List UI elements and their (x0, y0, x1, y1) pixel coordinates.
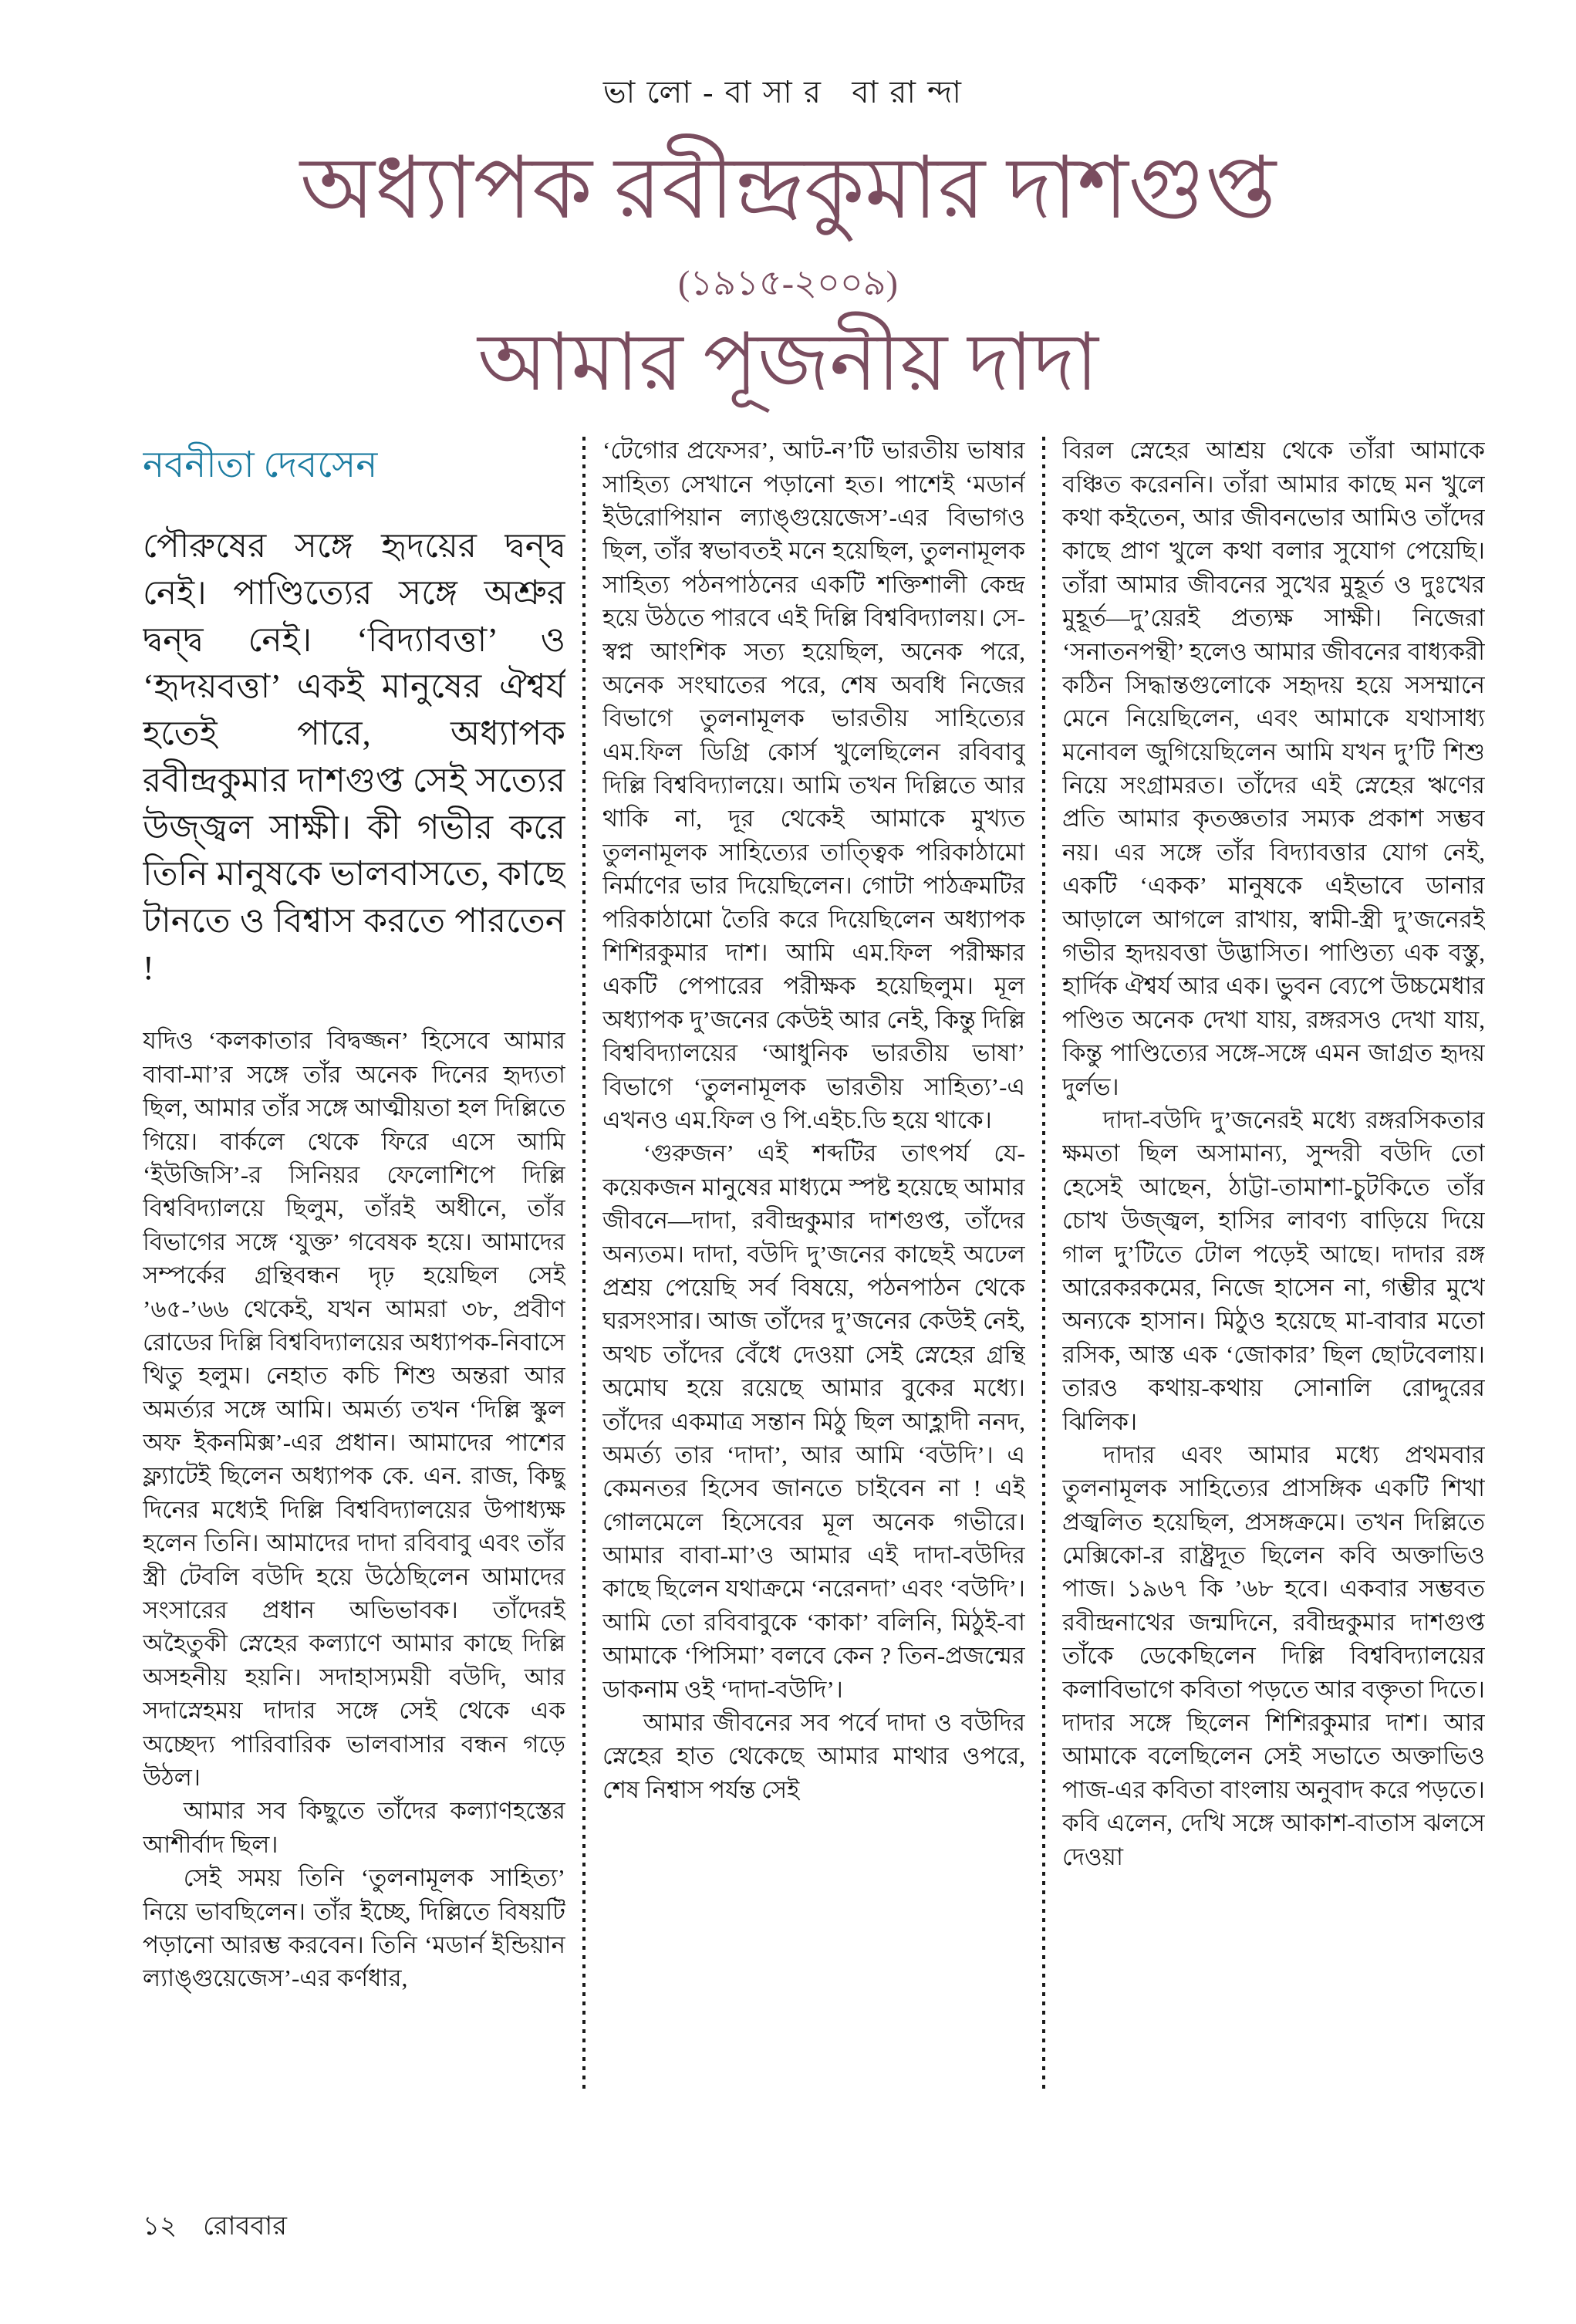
column-1 (143, 434, 565, 2096)
column-3-text (1062, 434, 1485, 1873)
paragraph: যদিও ‘কলকাতার বিদ্বজ্জন’ হিসেবে আমার বাবা-মা’র সঙ্গে তাঁর অনেক দিনের হৃদ্যতা ছিল, আমার তাঁর সঙ্গে আত্মীয়তা হল দিল্লিতে গিয়ে। বার্কলে থেকে ফিরে এসে আমি ‘ইউজিসি’-র সিনিয়র ফেলোশিপে দিল্লি বিশ্ববিদ্যালয়ে ছিলুম, তাঁরই অধীনে, তাঁর বিভাগের সঙ্গে ‘যুক্ত’ গবেষক হয়ে। আমাদের সম্পর্কের গ্রন্থিবন্ধন দৃঢ় হয়েছিল সেই ’৬৫-’৬৬ থেকেই, যখন আমরা ৩৮, প্রবীণ রোডের দিল্লি বিশ্ববিদ্যালয়ের অধ্যাপক-নিবাসে থিতু হলুম। নেহাত কচি শিশু অন্তরা আর অমর্ত্যর সঙ্গে আমি। অমর্ত্য তখন ‘দিল্লি স্কুল অফ ইকনমিক্স’-এর প্রধান। আমাদের পাশের ফ্ল্যাটেই ছিলেন অধ্যাপক কে. এন. রাজ, কিছু দিনের মধ্যেই দিল্লি বিশ্ববিদ্যালয়ের উপাধ্যক্ষ হলেন তিনি। আমাদের দাদা রবিবাবু এবং তাঁর স্ত্রী টেবলি বউদি হয়ে উঠেছিলেন আমাদের সংসারের প্রধান অভিভাবক। তাঁদেরই অহৈতুকী স্নেহের কল্যাণে আমার কাছে দিল্লি অসহনীয় হয়নি। সদাহাস্যময়ী বউদি, আর সদাস্নেহময় দাদার সঙ্গে সেই থেকে এক অচ্ছেদ্য পারিবারিক ভালবাসার বন্ধন গড়ে উঠল। (143, 1027, 565, 1791)
paragraph: আমার সব কিছুতে তাঁদের কল্যাণহস্তের আশীর্বাদ ছিল। (143, 1797, 565, 1858)
author-name: নবনীতা দেবসেন (143, 445, 378, 486)
paragraph: আমার জীবনের সব পর্বে দাদা ও বউদির স্নেহের হাত থেকেছে আমার মাথার ওপরে, শেষ নিশ্বাস পর্যন্ত সেই (602, 1709, 1025, 1803)
column-2 (602, 434, 1025, 2096)
article-header (0, 0, 1576, 407)
column-divider-2 (1042, 437, 1045, 2089)
article-subtitle: আমার পূজনীয় দাদা (478, 318, 1098, 407)
paragraph: সেই সময় তিনি ‘তুলনামূলক সাহিত্য’ নিয়ে ভাবছিলেন। তাঁর ইচ্ছে, দিল্লিতে বিষয়টি পড়ানো আরম্ভ করবেন। তিনি ‘মডার্ন ইন্ডিয়ান ল্যাঙ্গুয়েজেস’-এর কর্ণধার, (143, 1864, 565, 1992)
lead-paragraph: পৌরুষের সঙ্গে হৃদয়ের দ্বন্দ্ব নেই। পাণ্ডিত্যের সঙ্গে অশ্রুর দ্বন্দ্ব নেই। ‘বিদ্যাবত্তা’ ও ‘হৃদয়বত্তা’ একই মানুষের ঐশ্বর্য হতেই পারে, অধ্যাপক রবীন্দ্রকুমার দাশগুপ্ত সেই সত্যের উজ্জ্বল সাক্ষী। কী গভীর করে তিনি মানুষকে ভালবাসতে, কাছে টানতে ও বিশ্বাস করতে পারতেন ! (143, 527, 565, 987)
life-dates: (১৯১৫-২০০৯) (678, 262, 898, 302)
paragraph: দাদা-বউদি দু’জনেরই মধ্যে রঙ্গরসিকতার ক্ষমতা ছিল অসামান্য, সুন্দরী বউদি তো হেসেই আছেন, ঠাট্টা-তামাশা-চুটকিতে তাঁর চোখ উজ্জ্বল, হাসির লাবণ্য বাড়িয়ে দিয়ে গাল দু’টিতে টোল পড়েই আছে। দাদার রঙ্গ আরেকরকমের, নিজে হাসেন না, গম্ভীর মুখে অন্যকে হাসান। মিঠুও হয়েছে মা-বাবার মতো রসিক, আস্ত এক ‘জোকার’ ছিল ছোটবেলায়। তারও কথায়-কথায় সোনালি রোদ্দুরের ঝিলিক। (1062, 1106, 1485, 1435)
column-divider-1 (582, 437, 586, 2089)
page-footer (143, 2206, 287, 2250)
column-3 (1062, 434, 1485, 2096)
article-body (143, 434, 1485, 2096)
paragraph: ‘টেগোর প্রফেসর’, আট-ন’টি ভারতীয় ভাষার সাহিত্য সেখানে পড়ানো হত। পাশেই ‘মডার্ন ইউরোপিয়ান ল্যাঙ্গুয়েজেস’-এর বিভাগও ছিল, তাঁর স্বভাবতই মনে হয়েছিল, তুলনামূলক সাহিত্য পঠনপাঠনের একটি শক্তিশালী কেন্দ্র হয়ে উঠতে পারবে এই দিল্লি বিশ্ববিদ্যালয়। সে-স্বপ্ন আংশিক সত্য হয়েছিল, অনেক পরে, অনেক সংঘাতের পরে, শেষ অবধি নিজের বিভাগে তুলনামূলক ভারতীয় সাহিত্যের এম.ফিল ডিগ্রি কোর্স খুলেছিলেন রবিবাবু দিল্লি বিশ্ববিদ্যালয়ে। আমি তখন দিল্লিতে আর থাকি না, দূর থেকেই আমাকে মুখ্যত তুলনামূলক সাহিত্যের তাত্ত্বিক পরিকাঠামো নির্মাণের ভার দিয়েছিলেন। গোটা পাঠক্রমটির পরিকাঠামো তৈরি করে দিয়েছিলেন অধ্যাপক শিশিরকুমার দাশ। আমি এম.ফিল পরীক্ষার একটি পেপারের পরীক্ষক হয়েছিলুম। মূল অধ্যাপক দু’জনের কেউই আর নেই, কিন্তু দিল্লি বিশ্ববিদ্যালয়ের ‘আধুনিক ভারতীয় ভাষা’ বিভাগে ‘তুলনামূলক ভারতীয় সাহিত্য’-এ এখনও এম.ফিল ও পি.এইচ.ডি হয়ে থাকে। (602, 437, 1025, 1133)
paragraph: ‘গুরুজন’ এই শব্দটির তাৎপর্য যে-কয়েকজন মানুষের মাধ্যমে স্পষ্ট হয়েছে আমার জীবনে—দাদা, রবীন্দ্রকুমার দাশগুপ্ত, তাঁদের অন্যতম। দাদা, বউদি দু’জনের কাছেই অঢেল প্রশ্রয় পেয়েছি সর্ব বিষয়ে, পঠনপাঠন থেকে ঘরসংসার। আজ তাঁদের দু’জনের কেউই নেই, অথচ তাঁদের বেঁধে দেওয়া সেই স্নেহের গ্রন্থি অমোঘ হয়ে রয়েছে আমার বুকের মধ্যে। তাঁদের একমাত্র সন্তান মিঠু ছিল আহ্লাদী ননদ, অমর্ত্য তার ‘দাদা’, আর আমি ‘বউদি’। এ কেমনতর হিসেব জানতে চাইবেন না ! এই গোলমেলে হিসেবের মূল অনেক গভীরে। আমার বাবা-মা’ও আমার এই দাদা-বউদির কাছে ছিলেন যথাক্রমে ‘নরেনদা’ এবং ‘বউদি’। আমি তো রবিবাবুকে ‘কাকা’ বলিনি, মিঠুই-বা আমাকে ‘পিসিমা’ বলবে কেন ? তিন-প্রজন্মের ডাকনাম ওই ‘দাদা-বউদি’। (602, 1140, 1025, 1703)
column-1-text (143, 1024, 565, 1995)
section-kicker: ভালো-বাসার বারান্দা (602, 75, 974, 110)
article-title: অধ্যাপক রবীন্দ্রকুমার দাশগুপ্ত (299, 141, 1277, 237)
page-number: ১২ (143, 2212, 177, 2241)
column-2-text (602, 434, 1025, 1806)
paragraph: বিরল স্নেহের আশ্রয় থেকে তাঁরা আমাকে বঞ্চিত করেননি। তাঁরা আমার কাছে মন খুলে কথা কইতেন, আর জীবনভোর আমিও তাঁদের কাছে প্রাণ খুলে কথা বলার সুযোগ পেয়েছি। তাঁরা আমার জীবনের সুখের মুহূর্ত ও দুঃখের মুহূর্ত—দু’য়েরই প্রত্যক্ষ সাক্ষী। নিজেরা ‘সনাতনপন্থী’ হলেও আমার জীবনের বাধ্যকরী কঠিন সিদ্ধান্তগুলোকে সহৃদয় হয়ে সসম্মানে মেনে নিয়েছিলেন, এবং আমাকে যথাসাধ্য মনোবল জুগিয়েছিলেন আমি যখন দু’টি শিশু নিয়ে সংগ্রামরত। তাঁদের এই স্নেহের ঋণের প্রতি আমার কৃতজ্ঞতার সম্যক প্রকাশ সম্ভব নয়। এর সঙ্গে তাঁর বিদ্যাবত্তার যোগ নেই, একটি ‘একক’ মানুষকে এইভাবে ডানার আড়ালে আগলে রাখায়, স্বামী-স্ত্রী দু’জনেরই গভীর হৃদয়বত্তা উদ্ভাসিত। পাণ্ডিত্য এক বস্তু, হার্দিক ঐশ্বর্য আর এক। ভুবন ব্যেপে উচ্চমেধার পণ্ডিত অনেক দেখা যায়, রঙ্গরসও দেখা যায়, কিন্তু পাণ্ডিত্যের সঙ্গে-সঙ্গে এমন জাগ্রত হৃদয় দুর্লভ। (1062, 437, 1485, 1100)
paragraph: দাদার এবং আমার মধ্যে প্রথমবার তুলনামূলক সাহিত্যের প্রাসঙ্গিক একটি শিখা প্রজ্বলিত হয়েছিল, প্রসঙ্গক্রমে। তখন দিল্লিতে মেক্সিকো-র রাষ্ট্রদূত ছিলেন কবি অক্তাভিও পাজ। ১৯৬৭ কি ’৬৮ হবে। একবার সম্ভবত রবীন্দ্রনাথের জন্মদিনে, রবীন্দ্রকুমার দাশগুপ্ত তাঁকে ডেকেছিলেন দিল্লি বিশ্ববিদ্যালয়ের কলাবিভাগে কবিতা পড়তে আর বক্তৃতা দিতে। দাদার সঙ্গে ছিলেন শিশিরকুমার দাশ। আর আমাকে বলেছিলেন সেই সভাতে অক্তাভিও পাজ-এর কবিতা বাংলায় অনুবাদ করে পড়তে। কবি এলেন, দেখি সঙ্গে আকাশ-বাতাস ঝলসে দেওয়া (1062, 1441, 1485, 1870)
magazine-name: রোববার (203, 2212, 287, 2241)
